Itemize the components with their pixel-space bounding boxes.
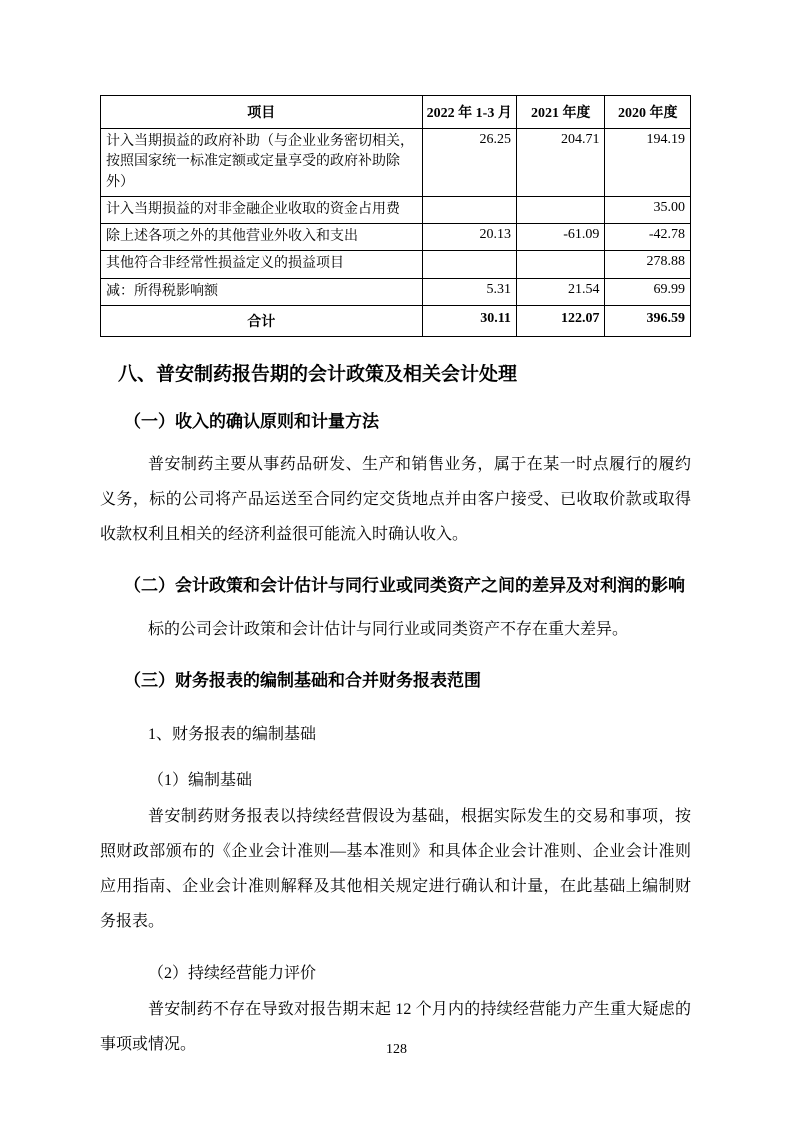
paragraph-revenue-recognition: 普安制药主要从事药品研发、生产和销售业务，属于在某一时点履行的履约义务，标的公司将产品运送至合同约定交货地点并由客户接受、已收取价款或取得收款权利且相关的经济利益很可能流入时确认收入。 (100, 455, 691, 544)
paragraph-preparation-basis: 普安制药财务报表以持续经营假设为基础，根据实际发生的交易和事项，按照财政部颁布的《企业会计准则—基本准则》和具体企业会计准则、企业会计准则应用指南、企业会计准则解释及其他相关规定进行确认和计量，在此基础上编制财务报表。 (100, 807, 691, 931)
cell-value (516, 196, 605, 223)
cell-value: 122.07 (516, 306, 605, 337)
list-item-preparation-basis: 1、财务报表的编制基础 (148, 725, 317, 743)
table-row (101, 129, 691, 197)
table-row (101, 196, 691, 223)
column-header-2020: 2020 年度 (605, 96, 691, 129)
page-number: 128 (386, 1042, 407, 1057)
row-label: 除上述各项之外的其他营业外收入和支出 (101, 224, 423, 251)
row-label: 减：所得税影响额 (101, 278, 423, 305)
cell-value: -61.09 (516, 224, 605, 251)
cell-value: 5.31 (422, 278, 516, 305)
table-row (101, 224, 691, 251)
row-label: 计入当期损益的政府补助（与企业业务密切相关，按照国家统一标准定额或定量享受的政府补助除外） (101, 129, 423, 197)
cell-value: 204.71 (516, 129, 605, 197)
cell-value: 26.25 (422, 129, 516, 197)
column-header-2022-q1: 2022 年 1-3 月 (422, 96, 516, 129)
row-label: 计入当期损益的对非金融企业收取的资金占用费 (101, 196, 423, 223)
total-row-label: 合计 (101, 306, 423, 337)
cell-value (422, 196, 516, 223)
cell-value: 20.13 (422, 224, 516, 251)
section-heading-8: 八、普安制药报告期的会计政策及相关会计处理 (118, 364, 518, 386)
cell-value: 30.11 (422, 306, 516, 337)
table-total-row (101, 306, 691, 337)
list-item-going-concern: （2）持续经营能力评价 (148, 965, 317, 983)
cell-value: 69.99 (605, 278, 691, 305)
paragraph-policy-difference: 标的公司会计政策和会计估计与同行业或同类资产不存在重大差异。 (148, 620, 629, 638)
cell-value: 35.00 (605, 196, 691, 223)
subsection-heading-2: （二）会计政策和会计估计与同行业或同类资产之间的差异及对利润的影响 (124, 576, 685, 596)
column-header-2021: 2021 年度 (516, 96, 605, 129)
cell-value: 396.59 (605, 306, 691, 337)
non-recurring-gains-table (100, 95, 691, 337)
subsection-heading-3: （三）财务报表的编制基础和合并财务报表范围 (124, 670, 481, 690)
table-row (101, 251, 691, 278)
cell-value (516, 251, 605, 278)
column-header-item: 项目 (101, 96, 423, 129)
subsection-heading-1: （一）收入的确认原则和计量方法 (124, 411, 379, 431)
table-row (101, 278, 691, 305)
row-label: 其他符合非经常性损益定义的损益项目 (101, 251, 423, 278)
cell-value: 194.19 (605, 129, 691, 197)
table-header-row (101, 96, 691, 129)
cell-value: 21.54 (516, 278, 605, 305)
cell-value: 278.88 (605, 251, 691, 278)
cell-value: -42.78 (605, 224, 691, 251)
paragraph-going-concern: 普安制药不存在导致对报告期末起 12 个月内的持续经营能力产生重大疑虑的事项或情况。 (100, 1000, 691, 1053)
list-item-basis: （1）编制基础 (148, 772, 253, 790)
cell-value (422, 251, 516, 278)
